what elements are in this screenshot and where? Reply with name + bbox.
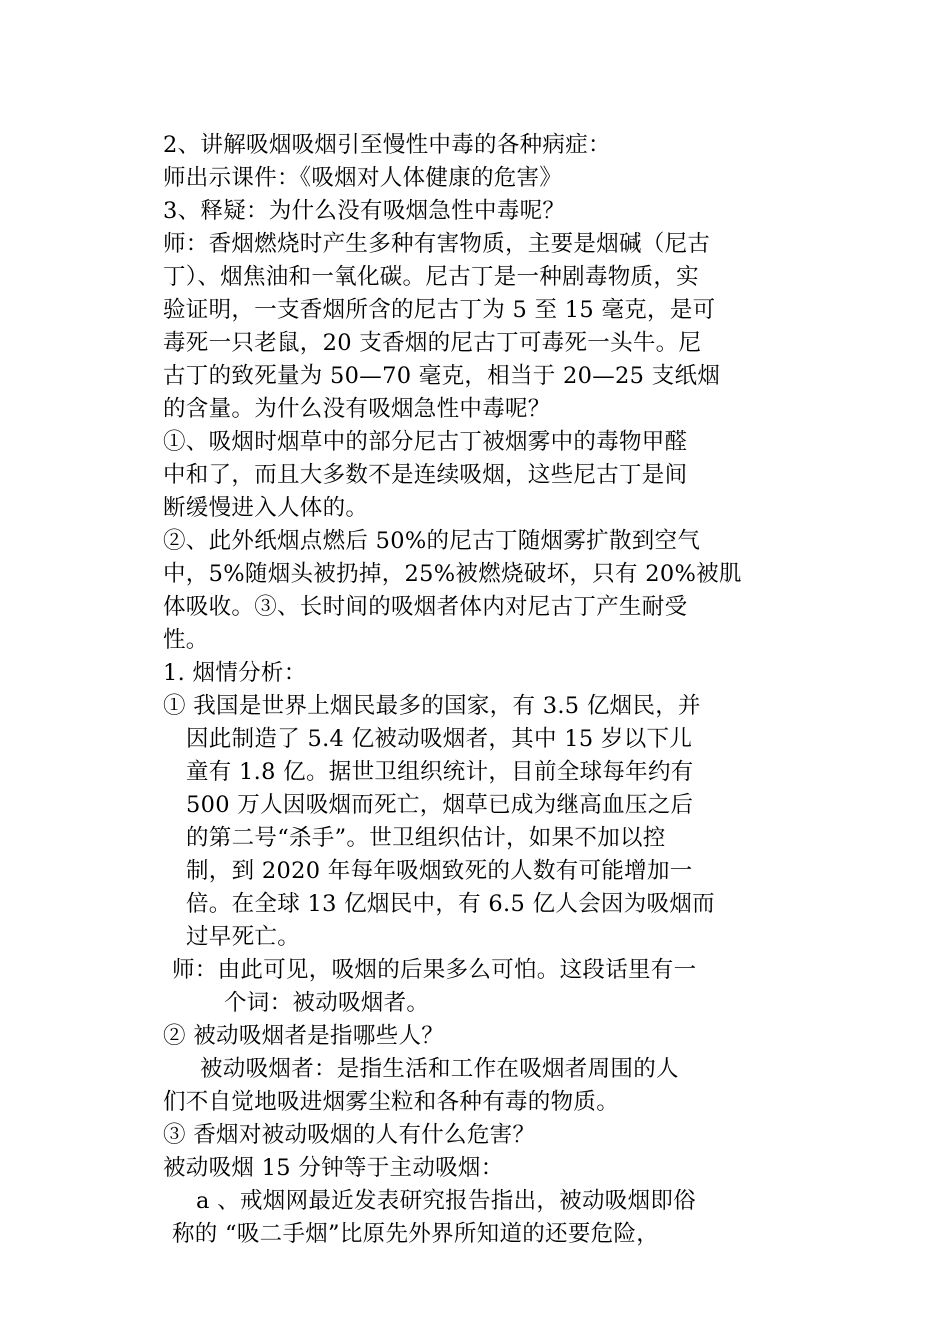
text-line: 验证明，一支香烟所含的尼古丁为 5 至 15 毫克，是可 <box>163 297 716 323</box>
text-line: 体吸收。③、长时间的吸烟者体内对尼古丁产生耐受 <box>163 594 688 620</box>
text-line: 3、释疑：为什么没有吸烟急性中毒呢？ <box>163 198 566 224</box>
text-line: 丁）、烟焦油和一氧化碳。尼古丁是一种剧毒物质，实 <box>163 264 699 290</box>
text-line: 们不自觉地吸进烟雾尘粒和各种有毒的物质。 <box>163 1089 620 1115</box>
text-line: 师：香烟燃烧时产生多种有害物质，主要是烟碱（尼古 <box>163 231 711 257</box>
text-line: 中，5%随烟头被扔掉，25%被燃烧破坏，只有 20%被肌 <box>163 561 742 587</box>
text-line: 性。 <box>163 627 209 653</box>
text-line: 500 万人因吸烟而死亡，烟草已成为继高血压之后 <box>186 792 694 818</box>
text-line: 倍。在全球 13 亿烟民中，有 6.5 亿人会因为吸烟而 <box>186 891 715 917</box>
text-line: 2、讲解吸烟吸烟引至慢性中毒的各种病症： <box>163 132 611 158</box>
text-line: 中和了，而且大多数不是连续吸烟，这些尼古丁是间 <box>163 462 688 488</box>
text-line: ② 被动吸烟者是指哪些人？ <box>163 1023 445 1049</box>
text-line: ③ 香烟对被动吸烟的人有什么危害？ <box>163 1122 536 1148</box>
text-line: 被动吸烟者：是指生活和工作在吸烟者周围的人 <box>200 1056 679 1082</box>
text-line: 被动吸烟 15 分钟等于主动吸烟： <box>163 1155 504 1181</box>
text-line: 的含量。为什么没有吸烟急性中毒呢？ <box>163 396 551 422</box>
text-line: ① 我国是世界上烟民最多的国家，有 3.5 亿烟民，并 <box>163 693 701 719</box>
text-line: 童有 1.8 亿。据世卫组织统计，目前全球每年约有 <box>186 759 694 785</box>
text-line: 因此制造了 5.4 亿被动吸烟者，其中 15 岁以下儿 <box>186 726 693 752</box>
section-heading: 1. 烟情分析： <box>163 660 307 686</box>
text-line: 毒死一只老鼠，20 支香烟的尼古丁可毒死一头牛。尼 <box>163 330 702 356</box>
text-line: ②、此外纸烟点燃后 50%的尼古丁随烟雾扩散到空气 <box>163 528 701 554</box>
text-line: ①、吸烟时烟草中的部分尼古丁被烟雾中的毒物甲醛 <box>163 429 688 455</box>
text-line: 个词：被动吸烟者。 <box>224 990 430 1016</box>
text-line: 断缓慢进入人体的。 <box>163 495 369 521</box>
text-line: 制，到 2020 年每年吸烟致死的人数有可能增加一 <box>186 858 693 884</box>
text-line: 古丁的致死量为 50—70 毫克，相当于 20—25 支纸烟 <box>163 363 721 389</box>
text-line: 过早死亡。 <box>186 924 301 950</box>
text-line: 师出示课件：《吸烟对人体健康的危害》 <box>163 165 563 191</box>
text-line: 师：由此可见，吸烟的后果多么可怕。这段话里有一 <box>172 957 697 983</box>
text-line: a 、戒烟网最近发表研究报告指出，被动吸烟即俗 <box>196 1188 696 1214</box>
text-line: 的第二号“杀手”。世卫组织估计，如果不加以控 <box>186 825 666 851</box>
text-line: 称的 “吸二手烟”比原先外界所知道的还要危险， <box>172 1221 660 1247</box>
